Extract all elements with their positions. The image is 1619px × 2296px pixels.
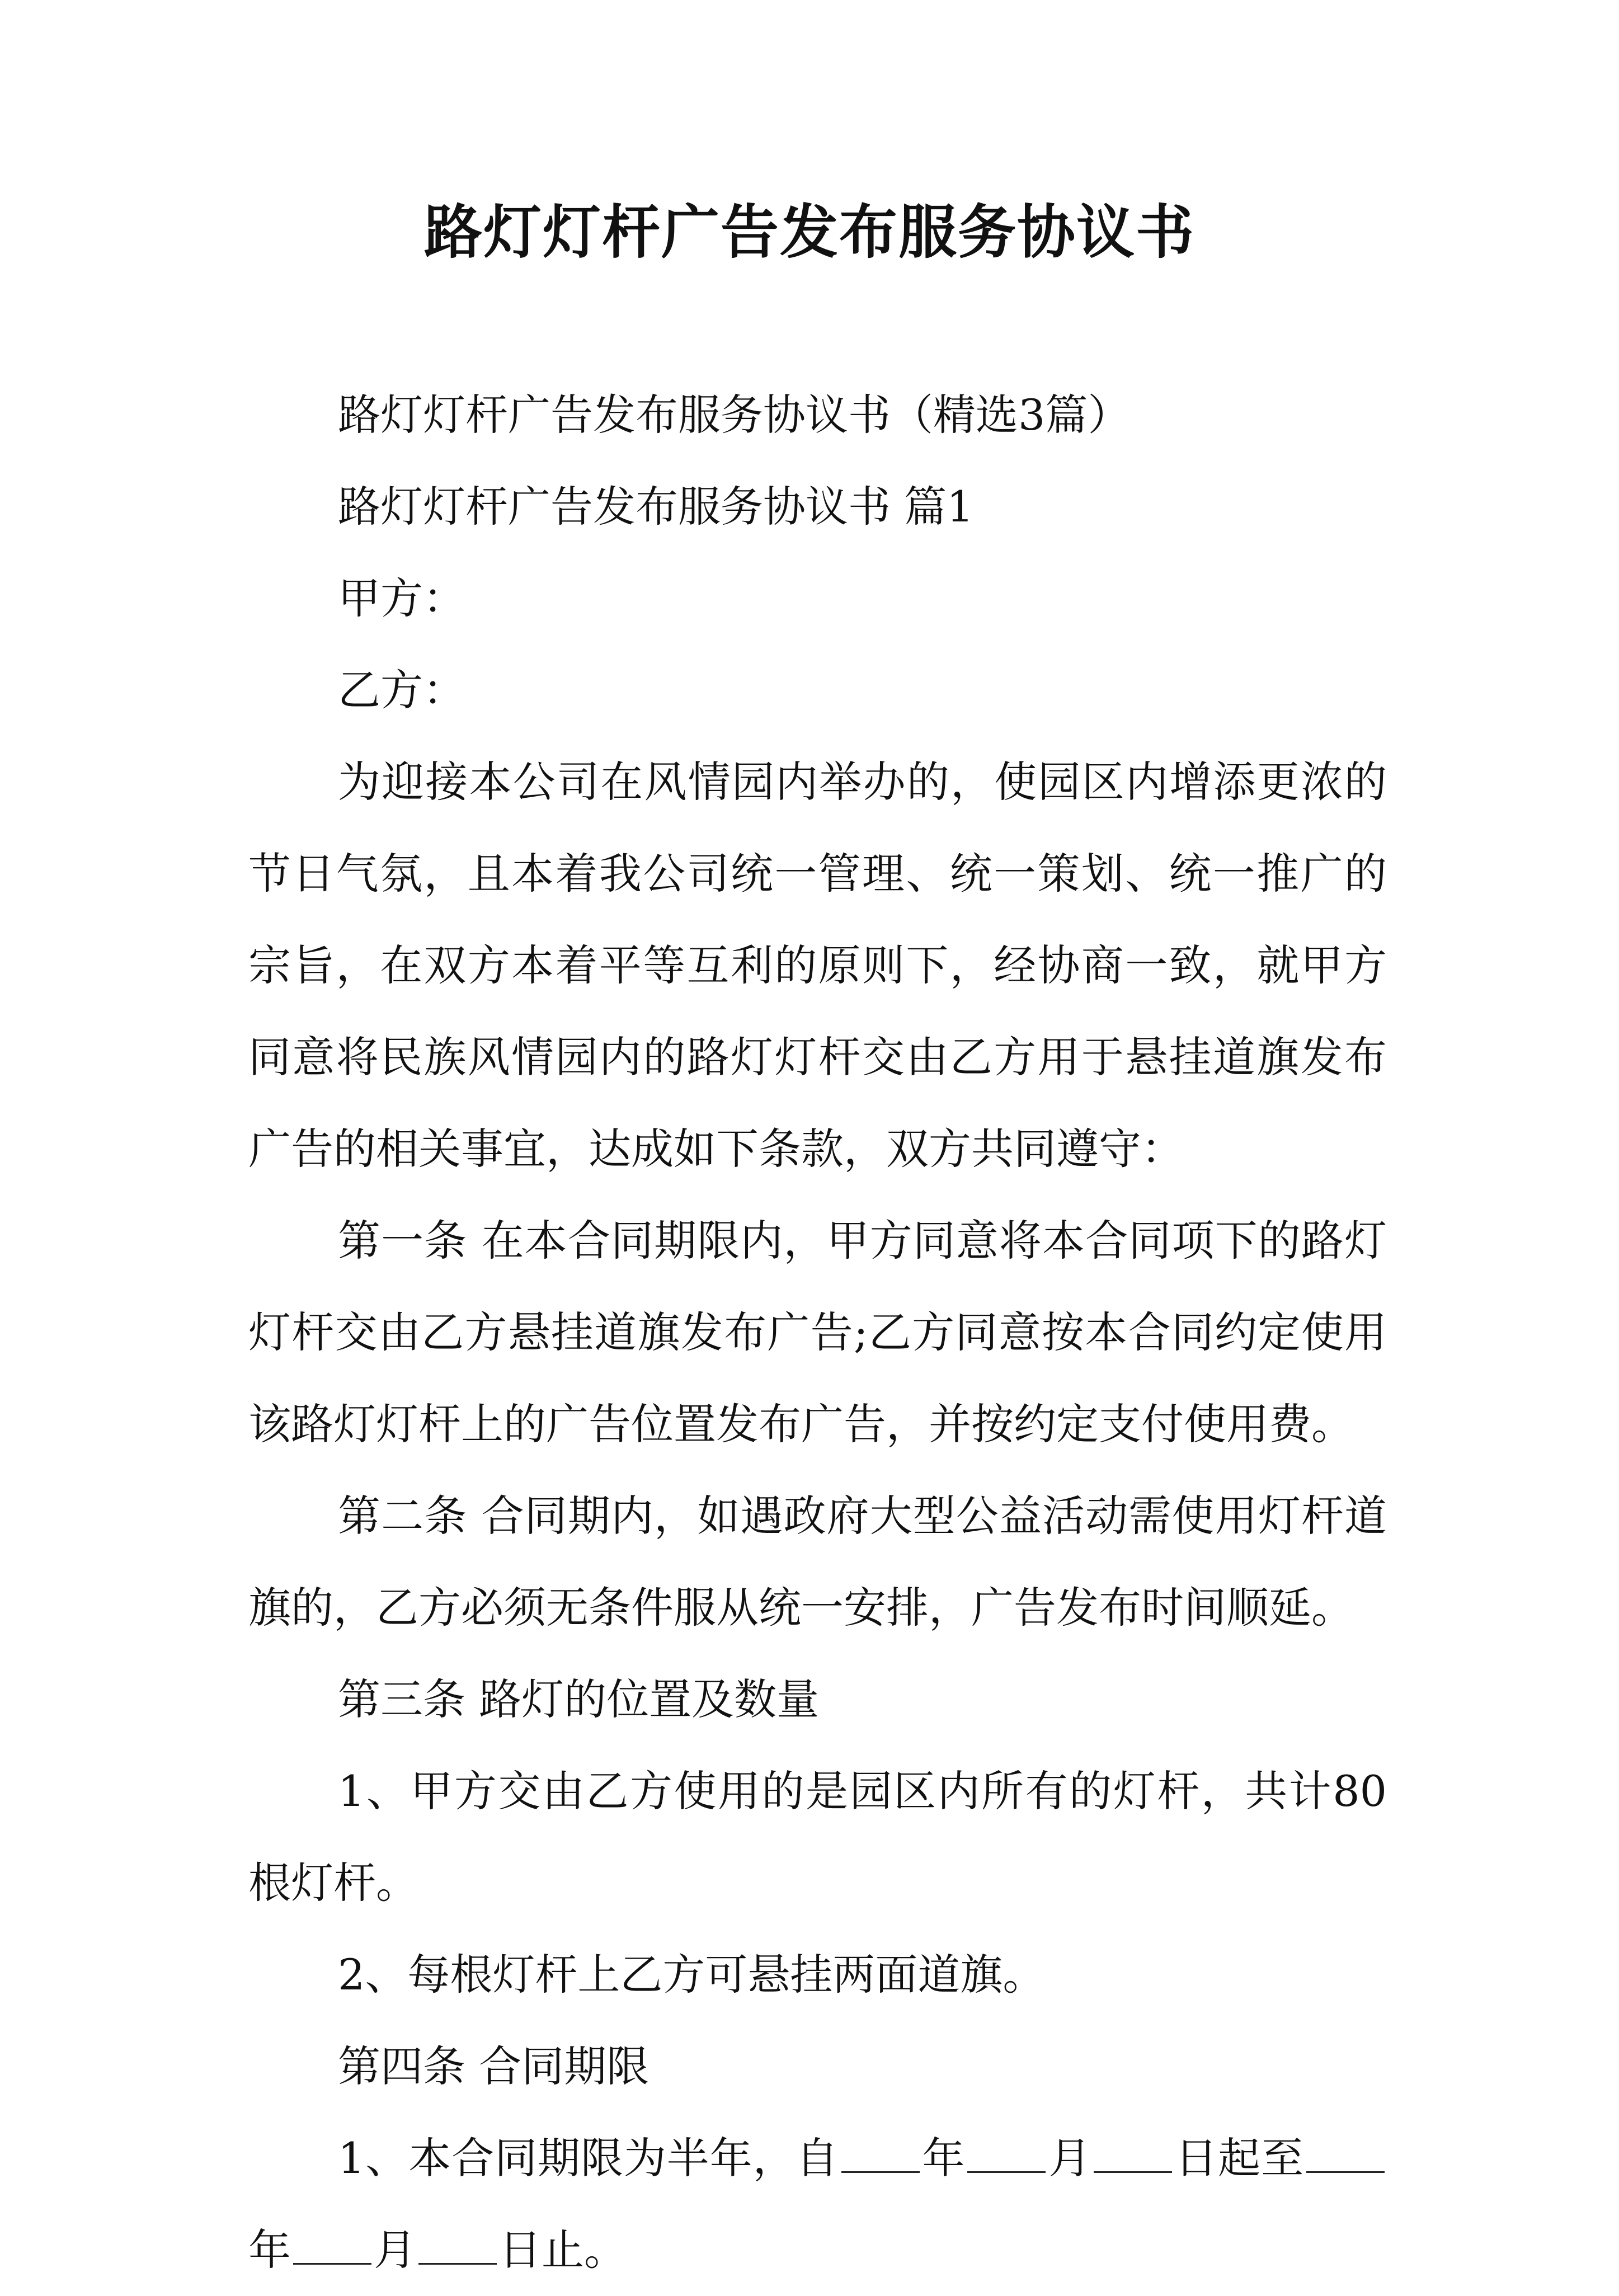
term-month-2: 月	[374, 2225, 416, 2275]
document-title: 路灯灯杆广告发布服务协议书	[423, 197, 1195, 266]
article-4-heading: 第四条 合同期限	[338, 2041, 650, 2091]
blank-line	[841, 2167, 920, 2173]
term-year-1: 年	[921, 2133, 966, 2183]
article-4-term-clause	[248, 2112, 1387, 2296]
article-2-paragraph: 第二条 合同期内，如遇政府大型公益活动需使用灯杆道旗的，乙方必须无条件服从统一安排，广告发布时间顺延。	[248, 1491, 1387, 1632]
blank-line	[418, 2259, 497, 2265]
subtitle-paragraph: 路灯灯杆广告发布服务协议书（精选3篇）	[338, 390, 1131, 440]
term-month-1: 月	[1048, 2133, 1092, 2183]
article-3-item-1: 1、甲方交由乙方使用的是园区内所有的灯杆，共计80根灯杆。	[248, 1766, 1387, 1908]
article-1-paragraph: 第一条 在本合同期限内，甲方同意将本合同项下的路灯灯杆交由乙方悬挂道旗发布广告;乙方同意按本合同约定使用该路灯灯杆上的广告位置发布广告，并按约定支付使用费。	[248, 1216, 1387, 1449]
term-day-2: 日止。	[499, 2225, 627, 2275]
term-year-2: 年	[248, 2225, 291, 2275]
article-3-item-2: 2、每根灯杆上乙方可悬挂两面道旗。	[338, 1950, 1046, 1999]
document-body	[248, 369, 1387, 2296]
blank-line	[967, 2167, 1046, 2173]
blank-line	[1306, 2167, 1385, 2173]
term-prefix: 1、本合同期限为半年，自	[338, 2133, 839, 2183]
party-a-line: 甲方：	[338, 573, 465, 623]
preamble-paragraph: 为迎接本公司在风情园内举办的，使园区内增添更浓的节日气氛，且本着我公司统一管理、统一策划、统一推广的宗旨，在双方本着平等互利的原则下，经协商一致，就甲方同意将民族风情园内的路灯灯杆交由乙方用于悬挂道旗发布广告的相关事宜，达成如下条款，双方共同遵守：	[248, 757, 1387, 1174]
blank-line	[293, 2259, 371, 2265]
section-heading: 路灯灯杆广告发布服务协议书 篇1	[338, 482, 974, 531]
blank-line	[1094, 2167, 1172, 2173]
article-3-heading: 第三条 路灯的位置及数量	[338, 1674, 820, 1724]
term-day-1: 日起至	[1174, 2133, 1305, 2183]
party-b-line: 乙方：	[338, 665, 465, 715]
